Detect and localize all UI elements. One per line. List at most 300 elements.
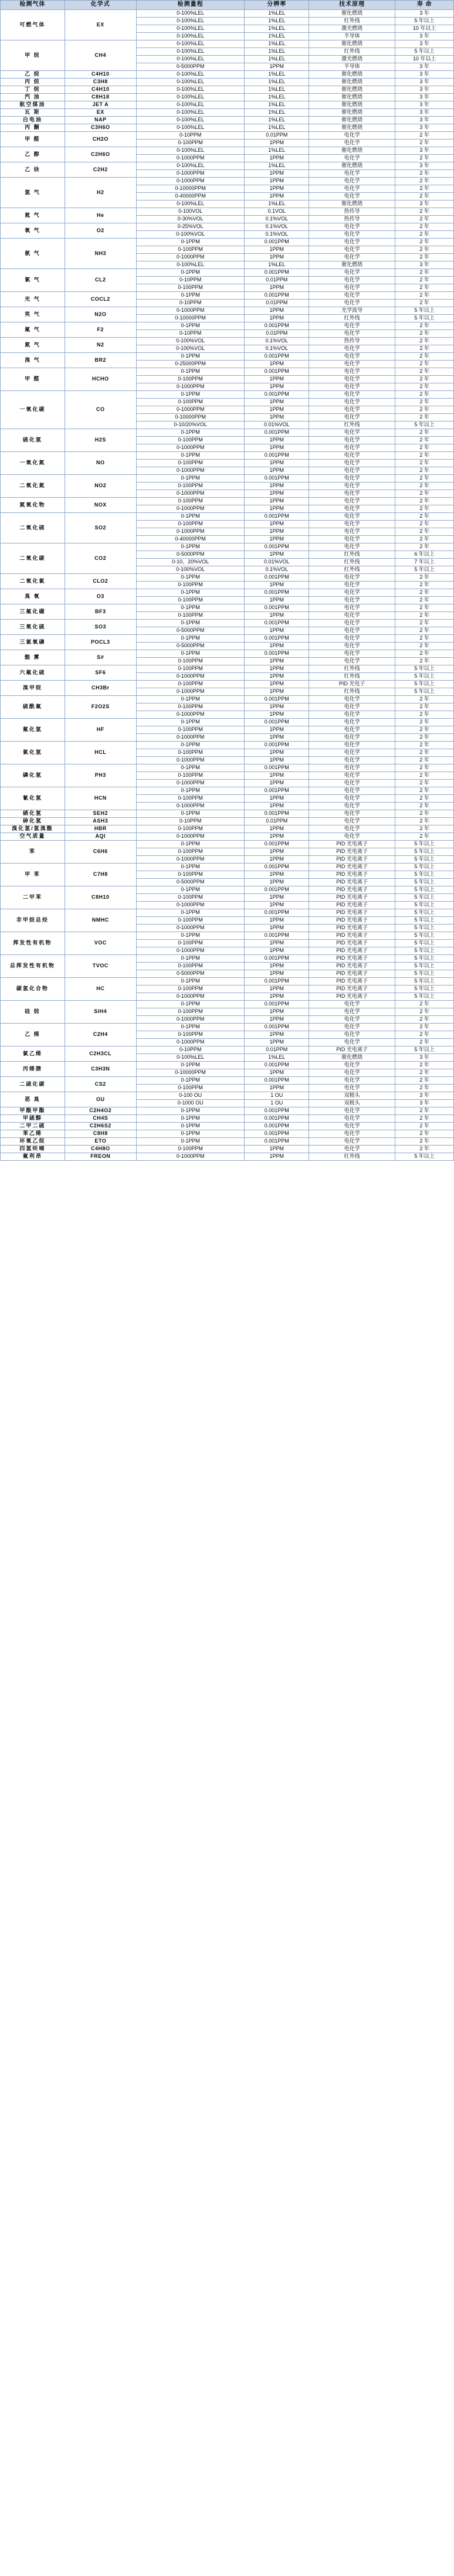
cell-technology: 电化学 (309, 589, 395, 597)
cell-resolution: 0.001PPM (245, 574, 309, 582)
cell-life: 2 年 (395, 787, 454, 795)
table-row (1, 498, 454, 505)
cell-resolution: 1PPM (245, 1031, 309, 1039)
column-header-gas: 检测气体 (1, 1, 65, 10)
cell-resolution: 0.1%VOL (245, 566, 309, 574)
table-row (1, 719, 454, 726)
cell-resolution: 1PPM (245, 757, 309, 764)
cell-range: 0-1PPM (136, 604, 245, 612)
cell-technology: PID 光电离子 (309, 856, 395, 864)
cell-range: 0-1000PPM (136, 254, 245, 261)
cell-technology: 红外线 (309, 315, 395, 322)
cell-technology: PID 光电离子 (309, 925, 395, 932)
cell-range: 0-100%LEL (136, 200, 245, 208)
cell-life: 2 年 (395, 1085, 454, 1092)
cell-resolution: 1PPM (245, 688, 309, 696)
cell-range: 0-100%LEL (136, 101, 245, 109)
cell-resolution: 0.001PPM (245, 810, 309, 818)
cell-resolution: 1 OU (245, 1100, 309, 1107)
table-row (1, 147, 454, 155)
cell-range: 0-1PPM (136, 429, 245, 437)
table-row (1, 1115, 454, 1123)
cell-gas: 可燃气体 (1, 10, 65, 40)
table-row (1, 429, 454, 437)
cell-life: 2 年 (395, 460, 454, 467)
cell-resolution: 1PPM (245, 437, 309, 444)
cell-life: 2 年 (395, 1062, 454, 1069)
cell-range: 0-1000PPM (136, 780, 245, 787)
cell-life: 2 年 (395, 498, 454, 505)
table-row (1, 886, 454, 894)
cell-formula: ETO (65, 1138, 136, 1146)
cell-resolution: 1%LEL (245, 162, 309, 170)
table-row (1, 681, 454, 688)
cell-technology: 电化学 (309, 1130, 395, 1138)
cell-technology: 红外线 (309, 559, 395, 566)
cell-gas: 硒化氢 (1, 810, 65, 818)
cell-range: 0-1PPM (136, 269, 245, 277)
cell-resolution: 0.1%VOL (245, 223, 309, 231)
cell-life: 2 年 (395, 597, 454, 604)
cell-life: 3 年 (395, 86, 454, 94)
cell-range: 0-1000PPM (136, 444, 245, 452)
cell-range: 0-100PPM (136, 848, 245, 856)
cell-resolution: 0.001PPM (245, 909, 309, 917)
cell-technology: 电化学 (309, 543, 395, 551)
cell-resolution: 1PPM (245, 185, 309, 193)
cell-gas: 乙 烷 (1, 71, 65, 79)
cell-technology: 电化学 (309, 254, 395, 261)
cell-resolution: 1PPM (245, 970, 309, 978)
cell-range: 0-100PPM (136, 704, 245, 711)
cell-life: 2 年 (395, 216, 454, 223)
cell-range: 0-5000PPM (136, 63, 245, 71)
cell-formula: NO2 (65, 475, 136, 498)
cell-formula: C8H18 (65, 94, 136, 101)
cell-life: 2 年 (395, 643, 454, 650)
table-row (1, 1153, 454, 1161)
cell-range: 0-1PPM (136, 787, 245, 795)
table-row (1, 239, 454, 246)
cell-gas: 甲酸甲酯 (1, 1107, 65, 1115)
table-row (1, 353, 454, 361)
cell-resolution: 0.001PPM (245, 391, 309, 399)
cell-life: 3 年 (395, 1092, 454, 1100)
column-header-resolution: 分辨率 (245, 1, 309, 10)
cell-formula: N2O (65, 307, 136, 322)
cell-formula: CL2 (65, 269, 136, 292)
cell-range: 0-25%VOL (136, 223, 245, 231)
cell-formula: HCHO (65, 368, 136, 391)
cell-technology: PID 光电离子 (309, 879, 395, 886)
cell-formula: VOC (65, 932, 136, 955)
cell-formula: He (65, 208, 136, 223)
cell-life: 5 年以上 (395, 841, 454, 848)
cell-technology: 热传导 (309, 216, 395, 223)
cell-resolution: 0.001PPM (245, 452, 309, 460)
cell-range: 0-100PPM (136, 1031, 245, 1039)
cell-gas: 苯乙烯 (1, 1130, 65, 1138)
cell-gas: 二甲苯 (1, 886, 65, 909)
cell-technology: 电化学 (309, 696, 395, 704)
cell-formula: H2S (65, 429, 136, 452)
cell-range: 0-1000PPM (136, 467, 245, 475)
cell-resolution: 1PPM (245, 665, 309, 673)
table-row (1, 1062, 454, 1069)
cell-life: 2 年 (395, 467, 454, 475)
cell-formula: C3H6O (65, 124, 136, 132)
cell-life: 5 年以上 (395, 917, 454, 925)
cell-formula: POCL3 (65, 635, 136, 650)
cell-range: 0-100PPM (136, 726, 245, 734)
table-row (1, 764, 454, 772)
cell-resolution: 1PPM (245, 772, 309, 780)
cell-gas: 氢 气 (1, 178, 65, 208)
cell-formula: SIH4 (65, 1001, 136, 1024)
cell-resolution: 1PPM (245, 460, 309, 467)
cell-technology: 电化学 (309, 1085, 395, 1092)
cell-life: 3 年 (395, 200, 454, 208)
cell-technology: 电化学 (309, 513, 395, 521)
column-header-life: 寿 命 (395, 1, 454, 10)
cell-resolution: 1PPM (245, 1016, 309, 1024)
cell-life: 2 年 (395, 513, 454, 521)
cell-resolution: 0.001PPM (245, 787, 309, 795)
cell-technology: PID 光电离子 (309, 947, 395, 955)
cell-technology: 电化学 (309, 1146, 395, 1153)
cell-gas: 丙烯腈 (1, 1062, 65, 1077)
cell-resolution: 0.001PPM (245, 269, 309, 277)
cell-range: 0-1PPM (136, 742, 245, 749)
cell-life: 3 年 (395, 33, 454, 40)
cell-formula: C2H3CL (65, 1046, 136, 1062)
table-row (1, 368, 454, 376)
cell-life: 10 年以上 (395, 56, 454, 63)
cell-formula: HCN (65, 787, 136, 810)
cell-formula: HC (65, 978, 136, 1001)
cell-technology: 双极头 (309, 1100, 395, 1107)
cell-range: 0-100PPM (136, 582, 245, 589)
cell-life: 2 年 (395, 795, 454, 803)
cell-resolution: 1PPM (245, 1069, 309, 1077)
cell-resolution: 1PPM (245, 1085, 309, 1092)
cell-life: 3 年 (395, 79, 454, 86)
cell-gas: 溴化氢/氢溴酸 (1, 825, 65, 833)
cell-resolution: 1%LEL (245, 109, 309, 117)
cell-range: 0-1000PPM (136, 178, 245, 185)
cell-technology: 半导体 (309, 33, 395, 40)
table-row (1, 124, 454, 132)
cell-life: 2 年 (395, 330, 454, 338)
cell-range: 0-5000PPM (136, 627, 245, 635)
cell-gas: 总挥发性有机物 (1, 955, 65, 978)
cell-technology: 催化燃烧 (309, 117, 395, 124)
cell-range: 0-100PPM (136, 963, 245, 970)
cell-resolution: 1PPM (245, 597, 309, 604)
cell-resolution: 1%LEL (245, 200, 309, 208)
cell-range: 0-1PPM (136, 864, 245, 871)
cell-life: 2 年 (395, 650, 454, 658)
cell-resolution: 1PPM (245, 140, 309, 147)
cell-range: 0-100%LEL (136, 18, 245, 25)
cell-resolution: 1PPM (245, 155, 309, 162)
cell-life: 2 年 (395, 1016, 454, 1024)
cell-technology: 电化学 (309, 757, 395, 764)
cell-range: 0-1PPM (136, 650, 245, 658)
cell-gas: 白电油 (1, 117, 65, 124)
cell-technology: 电化学 (309, 833, 395, 841)
cell-range: 0-1000PPM (136, 803, 245, 810)
cell-life: 3 年 (395, 10, 454, 18)
cell-life: 5 年以上 (395, 665, 454, 673)
cell-range: 0-1000PPM (136, 505, 245, 513)
cell-resolution: 1PPM (245, 681, 309, 688)
column-header-formula: 化学式 (65, 1, 136, 10)
cell-technology: 电化学 (309, 787, 395, 795)
cell-resolution: 1PPM (245, 871, 309, 879)
cell-technology: 催化燃烧 (309, 71, 395, 79)
cell-resolution: 1PPM (245, 879, 309, 886)
cell-resolution: 1PPM (245, 1146, 309, 1153)
cell-range: 0-1PPM (136, 932, 245, 940)
cell-resolution: 0.001PPM (245, 1001, 309, 1008)
cell-range: 0-1PPM (136, 1138, 245, 1146)
cell-technology: 电化学 (309, 178, 395, 185)
cell-technology: 电化学 (309, 772, 395, 780)
cell-gas: 臭 氧 (1, 589, 65, 604)
cell-range: 0-10000PPM (136, 1069, 245, 1077)
table-row (1, 513, 454, 521)
cell-resolution: 1PPM (245, 490, 309, 498)
cell-resolution: 1PPM (245, 1039, 309, 1046)
cell-technology: 催化燃烧 (309, 1054, 395, 1062)
cell-technology: 电化学 (309, 1024, 395, 1031)
cell-range: 0-1PPM (136, 322, 245, 330)
cell-range: 0-30%VOL (136, 216, 245, 223)
cell-life: 5 年以上 (395, 886, 454, 894)
cell-gas: 恶 臭 (1, 1092, 65, 1107)
cell-formula: C2H4 (65, 1024, 136, 1046)
cell-formula: C8H8 (65, 1130, 136, 1138)
cell-technology: PID 光电离子 (309, 932, 395, 940)
cell-resolution: 1PPM (245, 178, 309, 185)
cell-range: 0-1000PPM (136, 1016, 245, 1024)
cell-technology: 电化学 (309, 239, 395, 246)
cell-resolution: 1PPM (245, 825, 309, 833)
cell-life: 2 年 (395, 818, 454, 825)
cell-life: 2 年 (395, 658, 454, 665)
cell-range: 0-10PPM (136, 818, 245, 825)
cell-life: 5 年以上 (395, 48, 454, 56)
cell-gas: 二甲二硫 (1, 1123, 65, 1130)
cell-formula: EX (65, 109, 136, 117)
cell-life: 2 年 (395, 132, 454, 140)
cell-range: 0-1PPM (136, 978, 245, 985)
cell-technology: 电化学 (309, 1016, 395, 1024)
cell-range: 0-1000PPM (136, 902, 245, 909)
cell-resolution: 0.001PPM (245, 322, 309, 330)
cell-technology: 电化学 (309, 803, 395, 810)
cell-range: 0-100%VOL (136, 566, 245, 574)
cell-resolution: 0.001PPM (245, 368, 309, 376)
cell-resolution: 1%LEL (245, 71, 309, 79)
cell-resolution: 0.001PPM (245, 1138, 309, 1146)
cell-resolution: 0.001PPM (245, 955, 309, 963)
cell-resolution: 1PPM (245, 848, 309, 856)
cell-gas: 溴甲烷 (1, 681, 65, 696)
cell-life: 2 年 (395, 757, 454, 764)
cell-formula: ASH3 (65, 818, 136, 825)
cell-gas: 甲 醛 (1, 368, 65, 391)
cell-range: 0-100%LEL (136, 94, 245, 101)
cell-life: 2 年 (395, 505, 454, 513)
cell-technology: 电化学 (309, 1008, 395, 1016)
cell-formula: CH4 (65, 40, 136, 71)
cell-gas: 一氧化氮 (1, 452, 65, 475)
table-row (1, 574, 454, 582)
table-row (1, 117, 454, 124)
cell-gas: 笑 气 (1, 307, 65, 322)
cell-technology: 电化学 (309, 498, 395, 505)
cell-technology: 电化学 (309, 284, 395, 292)
cell-gas: 丙 烷 (1, 79, 65, 86)
cell-formula: CH2O (65, 132, 136, 147)
cell-life: 5 年以上 (395, 985, 454, 993)
table-row (1, 79, 454, 86)
cell-technology: 电化学 (309, 574, 395, 582)
cell-resolution: 1%LEL (245, 10, 309, 18)
table-row (1, 1092, 454, 1100)
table-row (1, 86, 454, 94)
cell-life: 2 年 (395, 704, 454, 711)
cell-range: 0-100PPM (136, 521, 245, 528)
cell-gas: 氧 气 (1, 223, 65, 239)
cell-life: 5 年以上 (395, 978, 454, 985)
cell-gas: 航空煤油 (1, 101, 65, 109)
cell-range: 0-10/20%VOL (136, 422, 245, 429)
cell-range: 0-1PPM (136, 391, 245, 399)
cell-technology: PID 光电离子 (309, 970, 395, 978)
cell-life: 2 年 (395, 1146, 454, 1153)
cell-life: 2 年 (395, 193, 454, 200)
cell-technology: 电化学 (309, 361, 395, 368)
cell-life: 2 年 (395, 825, 454, 833)
cell-technology: 电化学 (309, 444, 395, 452)
cell-gas: 溴 气 (1, 353, 65, 368)
cell-range: 0-100PPM (136, 985, 245, 993)
cell-resolution: 1PPM (245, 521, 309, 528)
cell-range: 0-100%LEL (136, 56, 245, 63)
cell-technology: 催化燃烧 (309, 86, 395, 94)
cell-technology: 电化学 (309, 452, 395, 460)
cell-gas: 挥发性有机物 (1, 932, 65, 955)
cell-resolution: 1PPM (245, 833, 309, 841)
cell-technology: 激光燃烧 (309, 25, 395, 33)
cell-range: 0-100PPM (136, 1085, 245, 1092)
cell-resolution: 0.001PPM (245, 475, 309, 482)
cell-formula: O3 (65, 589, 136, 604)
cell-gas: 三氟化硼 (1, 604, 65, 620)
table-row (1, 223, 454, 231)
cell-technology: 电化学 (309, 1062, 395, 1069)
cell-range: 0-100%VOL (136, 231, 245, 239)
cell-range: 0-100PPM (136, 376, 245, 383)
cell-technology: 电化学 (309, 505, 395, 513)
cell-resolution: 0.001PPM (245, 513, 309, 521)
cell-range: 0-10PPM (136, 300, 245, 307)
cell-gas: 乙 烯 (1, 1024, 65, 1046)
cell-life: 2 年 (395, 589, 454, 597)
cell-life: 5 年以上 (395, 902, 454, 909)
cell-range: 0-100PPM (136, 681, 245, 688)
cell-range: 0-1000PPM (136, 711, 245, 719)
cell-range: 0-5000PPM (136, 970, 245, 978)
cell-life: 2 年 (395, 1008, 454, 1016)
cell-resolution: 1%LEL (245, 1054, 309, 1062)
table-row (1, 71, 454, 79)
cell-range: 0-100PPM (136, 498, 245, 505)
cell-range: 0-1PPM (136, 574, 245, 582)
cell-life: 2 年 (395, 711, 454, 719)
table-row (1, 1077, 454, 1085)
cell-range: 0-100PPM (136, 437, 245, 444)
cell-resolution: 0.001PPM (245, 429, 309, 437)
cell-range: 0-1PPM (136, 452, 245, 460)
cell-technology: 催化燃烧 (309, 94, 395, 101)
cell-resolution: 0.1%VOL (245, 345, 309, 353)
cell-technology: 电化学 (309, 399, 395, 406)
cell-range: 0-100%LEL (136, 10, 245, 18)
cell-gas: 氮氧化物 (1, 498, 65, 513)
cell-resolution: 1PPM (245, 63, 309, 71)
cell-life: 2 年 (395, 719, 454, 726)
cell-formula: CS2 (65, 1077, 136, 1092)
cell-life: 2 年 (395, 452, 454, 460)
table-row (1, 94, 454, 101)
cell-range: 0-100%LEL (136, 117, 245, 124)
cell-formula: CO2 (65, 543, 136, 574)
cell-resolution: 0.001PPM (245, 604, 309, 612)
cell-gas: 二硫化碳 (1, 1077, 65, 1092)
cell-technology: PID 光电离子 (309, 917, 395, 925)
cell-range: 0-1PPM (136, 543, 245, 551)
cell-technology: 电化学 (309, 627, 395, 635)
cell-technology: PID 光电离子 (309, 909, 395, 917)
table-row (1, 932, 454, 940)
cell-life: 2 年 (395, 231, 454, 239)
cell-technology: 电化学 (309, 825, 395, 833)
cell-resolution: 1PPM (245, 444, 309, 452)
cell-life: 3 年 (395, 94, 454, 101)
cell-technology: 电化学 (309, 604, 395, 612)
cell-technology: 电化学 (309, 482, 395, 490)
cell-life: 5 年以上 (395, 940, 454, 947)
cell-range: 0-10000PPM (136, 185, 245, 193)
cell-range: 0-100%LEL (136, 261, 245, 269)
cell-life: 5 年以上 (395, 1046, 454, 1054)
cell-life: 2 年 (395, 376, 454, 383)
cell-life: 2 年 (395, 361, 454, 368)
cell-resolution: 1PPM (245, 246, 309, 254)
cell-formula: SF6 (65, 665, 136, 681)
table-row (1, 650, 454, 658)
cell-technology: 电化学 (309, 170, 395, 178)
cell-resolution: 0.01PPM (245, 132, 309, 140)
cell-life: 2 年 (395, 521, 454, 528)
cell-technology: 电化学 (309, 185, 395, 193)
cell-technology: 电化学 (309, 292, 395, 300)
cell-technology: 电化学 (309, 582, 395, 589)
